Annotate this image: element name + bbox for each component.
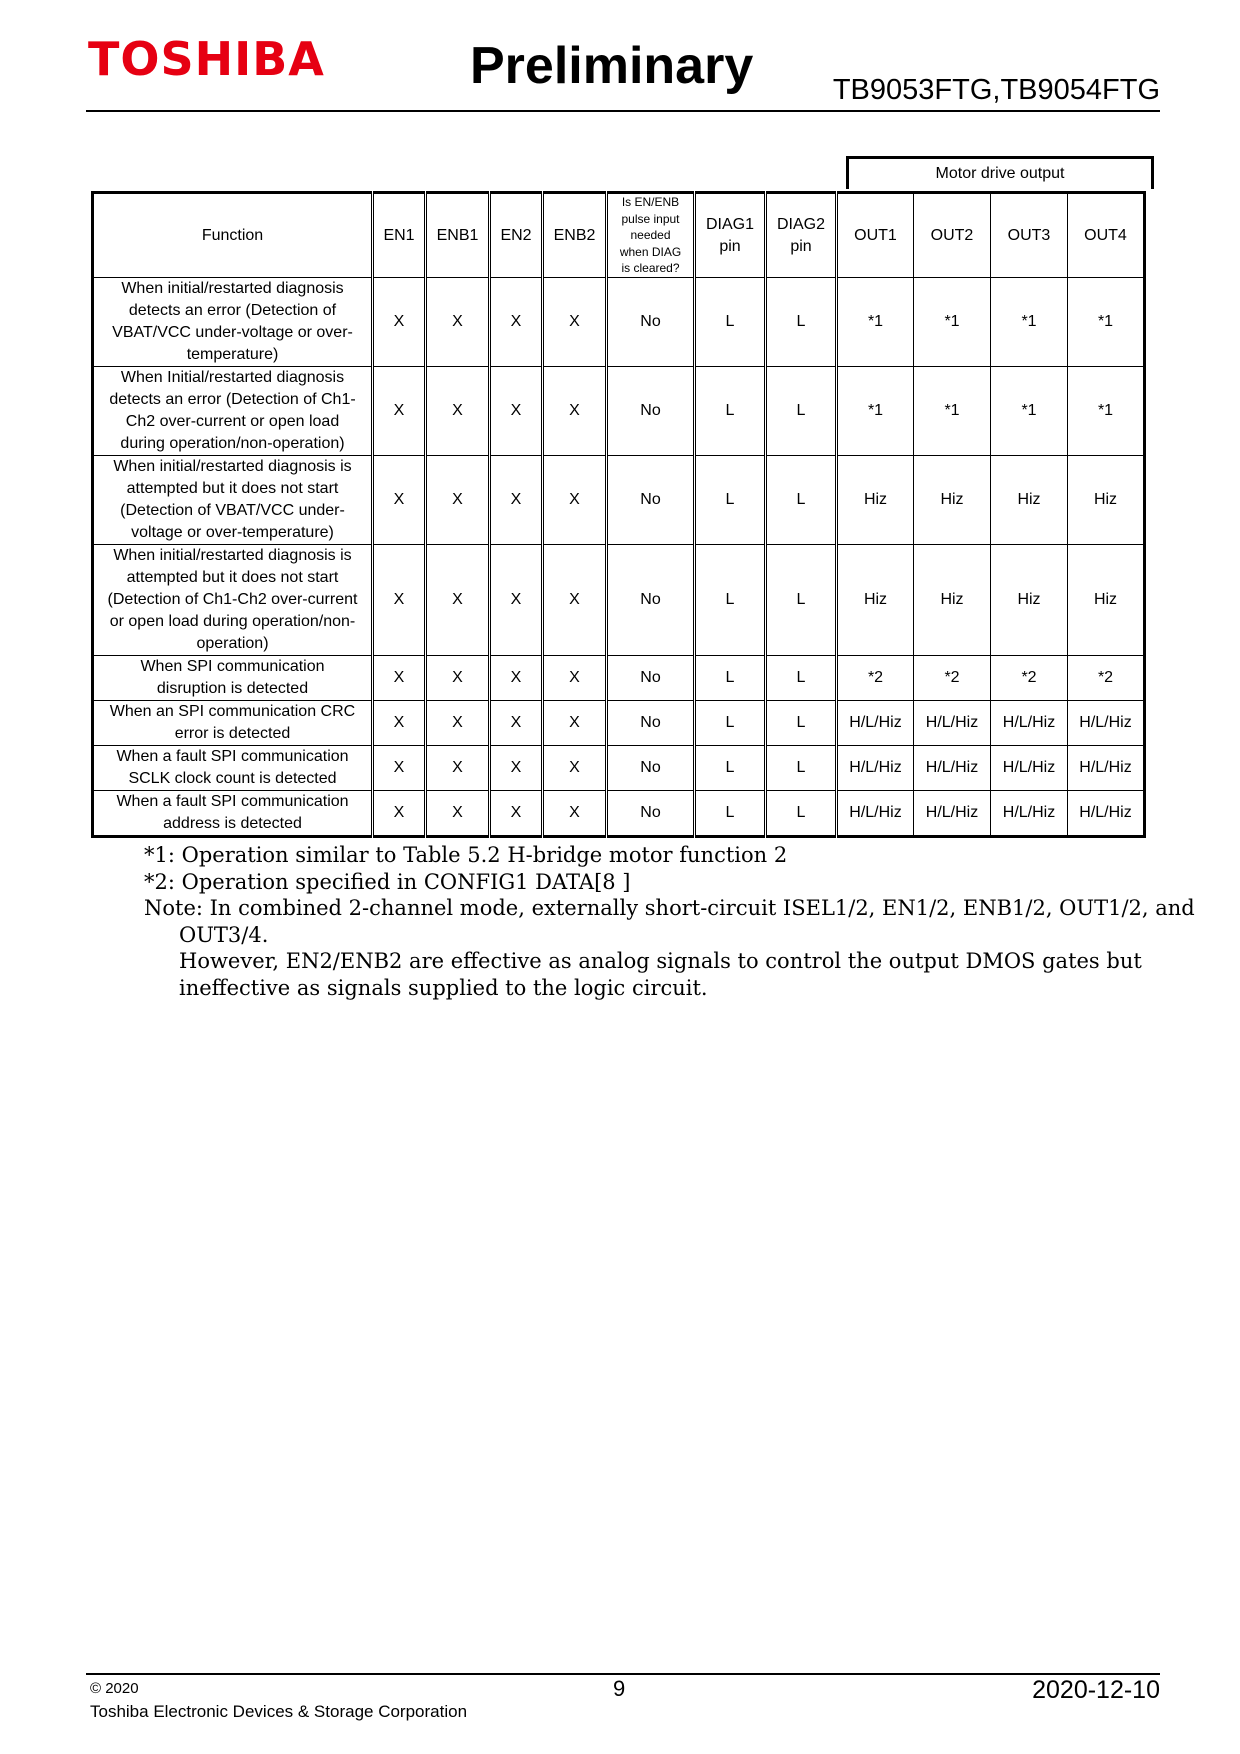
out1-cell: H/L/Hiz [837, 791, 914, 837]
function-line: When a fault SPI communication [116, 748, 349, 765]
diag1-header-line: DIAG1 [705, 215, 754, 233]
enb1-cell: X [426, 456, 490, 545]
function-cell [93, 701, 373, 746]
pulse-needed-cell: No [607, 746, 695, 791]
enb1-cell: X [426, 278, 490, 367]
out2-cell: *2 [914, 656, 991, 701]
table-row [93, 791, 1145, 837]
function-line: attempted but it does not start [126, 480, 339, 497]
out4-cell: H/L/Hiz [1068, 701, 1145, 746]
en1-cell: X [373, 791, 426, 837]
out2-cell: Hiz [914, 456, 991, 545]
diag1-cell: L [695, 656, 766, 701]
col-header-enb1: ENB1 [426, 193, 490, 278]
footer-divider [86, 1673, 1160, 1675]
out2-cell: *1 [914, 278, 991, 367]
function-line: or open load during operation/non- [109, 613, 356, 630]
enb2-cell: X [543, 545, 607, 656]
header-divider [86, 110, 1160, 112]
pulse-header-line: Is EN/ENB [621, 195, 680, 210]
col-header-en1: EN1 [373, 193, 426, 278]
table-row [93, 367, 1145, 456]
enb1-cell: X [426, 791, 490, 837]
function-line: detects an error (Detection of Ch1- [109, 391, 356, 408]
table-row [93, 746, 1145, 791]
enb1-cell: X [426, 701, 490, 746]
note-however: However, EN2/ENB2 are effective as analog signals to control the output DMOS gates but [179, 949, 1142, 973]
en2-cell: X [490, 791, 543, 837]
out3-cell: Hiz [991, 545, 1068, 656]
function-cell [93, 791, 373, 837]
out1-cell: *2 [837, 656, 914, 701]
function-line: VBAT/VCC under-voltage or over- [112, 324, 353, 341]
out3-cell: *1 [991, 367, 1068, 456]
diagnosis-function-table [91, 191, 1146, 838]
pulse-header-line: is cleared? [621, 261, 680, 276]
toshiba-logo: TOSHIBA [88, 32, 325, 86]
out4-cell: H/L/Hiz [1068, 791, 1145, 837]
document-date: 2020-12-10 [1032, 1676, 1160, 1704]
out1-cell: Hiz [837, 545, 914, 656]
en1-cell: X [373, 656, 426, 701]
out4-cell: *2 [1068, 656, 1145, 701]
function-cell [93, 545, 373, 656]
diag1-cell: L [695, 791, 766, 837]
diag2-cell: L [766, 656, 837, 701]
en1-cell: X [373, 545, 426, 656]
function-line: When initial/restarted diagnosis [121, 280, 344, 297]
function-line: detects an error (Detection of [128, 302, 337, 319]
out2-cell: *1 [914, 367, 991, 456]
table-row [93, 656, 1145, 701]
col-header-out4: OUT4 [1068, 193, 1145, 278]
col-header-enb2: ENB2 [543, 193, 607, 278]
function-cell [93, 278, 373, 367]
out2-cell: H/L/Hiz [914, 746, 991, 791]
out2-cell: H/L/Hiz [914, 791, 991, 837]
function-line: When SPI communication [140, 658, 325, 675]
note-2: *2: Operation specified in CONFIG1 DATA[8 ] [144, 869, 631, 894]
enb2-cell: X [543, 456, 607, 545]
diag2-cell: L [766, 367, 837, 456]
en2-cell: X [490, 367, 543, 456]
diag2-cell: L [766, 701, 837, 746]
col-header-pulse-needed [607, 193, 695, 278]
out2-cell: H/L/Hiz [914, 701, 991, 746]
page-number: 9 [613, 1676, 626, 1701]
pulse-needed-cell: No [607, 656, 695, 701]
function-line: Ch2 over-current or open load [125, 413, 340, 430]
function-line: during operation/non-operation) [120, 435, 345, 452]
table-row [93, 456, 1145, 545]
pulse-header-line: when DIAG [619, 244, 682, 259]
out4-cell: *1 [1068, 367, 1145, 456]
col-header-out2: OUT2 [914, 193, 991, 278]
table-row [93, 545, 1145, 656]
diag2-cell: L [766, 791, 837, 837]
diag1-cell: L [695, 456, 766, 545]
function-line: When initial/restarted diagnosis is [113, 547, 352, 564]
pulse-header-line: needed [630, 228, 671, 243]
col-header-out1: OUT1 [837, 193, 914, 278]
out3-cell: H/L/Hiz [991, 791, 1068, 837]
function-line: temperature) [186, 346, 279, 363]
col-header-diag1 [695, 193, 766, 278]
diag1-cell: L [695, 701, 766, 746]
enb2-cell: X [543, 278, 607, 367]
diag2-cell: L [766, 456, 837, 545]
out1-cell: H/L/Hiz [837, 701, 914, 746]
diag2-header-line: pin [790, 237, 812, 255]
function-cell [93, 367, 373, 456]
corporation-name: Toshiba Electronic Devices & Storage Corporation [90, 1702, 468, 1721]
function-line: address is detected [163, 815, 302, 832]
function-line: voltage or over-temperature) [131, 524, 334, 541]
out1-cell: *1 [837, 367, 914, 456]
en2-cell: X [490, 746, 543, 791]
out3-cell: *1 [991, 278, 1068, 367]
note-however-cont: ineffective as signals supplied to the logic circuit. [179, 975, 708, 1000]
out4-cell: Hiz [1068, 456, 1145, 545]
table-notes [144, 842, 1195, 1001]
col-header-diag2 [766, 193, 837, 278]
diag1-cell: L [695, 367, 766, 456]
pulse-header-line: pulse input [621, 211, 680, 226]
enb1-cell: X [426, 545, 490, 656]
diag1-cell: L [695, 278, 766, 367]
pulse-needed-cell: No [607, 278, 695, 367]
pulse-needed-cell: No [607, 791, 695, 837]
function-cell [93, 656, 373, 701]
function-line: When an SPI communication CRC [109, 703, 356, 720]
out4-cell: H/L/Hiz [1068, 746, 1145, 791]
out2-cell: Hiz [914, 545, 991, 656]
enb2-cell: X [543, 367, 607, 456]
function-line: (Detection of VBAT/VCC under- [120, 502, 345, 519]
function-cell [93, 746, 373, 791]
col-header-function: Function [93, 193, 373, 278]
pulse-needed-cell: No [607, 701, 695, 746]
en1-cell: X [373, 278, 426, 367]
en1-cell: X [373, 367, 426, 456]
enb1-cell: X [426, 656, 490, 701]
pulse-needed-cell: No [607, 545, 695, 656]
note-1: *1: Operation similar to Table 5.2 H-bridge motor function 2 [144, 843, 788, 867]
part-number: TB9053FTG,TB9054FTG [832, 74, 1160, 106]
table-row [93, 701, 1145, 746]
out1-cell: Hiz [837, 456, 914, 545]
diag2-cell: L [766, 746, 837, 791]
en2-cell: X [490, 278, 543, 367]
diag1-header-line: pin [719, 237, 741, 255]
function-line: operation) [196, 635, 269, 652]
function-line: (Detection of Ch1-Ch2 over-current [107, 591, 358, 608]
function-line: attempted but it does not start [126, 569, 339, 586]
out1-cell: *1 [837, 278, 914, 367]
out4-cell: *1 [1068, 278, 1145, 367]
diag2-cell: L [766, 278, 837, 367]
enb1-cell: X [426, 367, 490, 456]
enb2-cell: X [543, 746, 607, 791]
diag2-header-line: DIAG2 [776, 215, 825, 233]
function-line: When a fault SPI communication [116, 793, 349, 810]
function-line: error is detected [174, 725, 291, 742]
table-row [93, 278, 1145, 367]
function-cell [93, 456, 373, 545]
enb1-cell: X [426, 746, 490, 791]
function-line: SCLK clock count is detected [128, 770, 337, 787]
out3-cell: H/L/Hiz [991, 746, 1068, 791]
enb2-cell: X [543, 701, 607, 746]
diag2-cell: L [766, 545, 837, 656]
document-status-title: Preliminary [470, 37, 754, 95]
out3-cell: *2 [991, 656, 1068, 701]
note-combined-mode: Note: In combined 2-channel mode, externally short-circuit ISEL1/2, EN1/2, ENB1/2, OUT1/2, and [144, 896, 1195, 920]
diag1-cell: L [695, 746, 766, 791]
pulse-needed-cell: No [607, 456, 695, 545]
en2-cell: X [490, 545, 543, 656]
en2-cell: X [490, 701, 543, 746]
out4-cell: Hiz [1068, 545, 1145, 656]
pulse-needed-cell: No [607, 367, 695, 456]
out1-cell: H/L/Hiz [837, 746, 914, 791]
function-line: When initial/restarted diagnosis is [113, 458, 352, 475]
function-line: disruption is detected [156, 680, 309, 697]
col-header-out3: OUT3 [991, 193, 1068, 278]
copyright: © 2020 [90, 1680, 139, 1697]
col-header-en2: EN2 [490, 193, 543, 278]
function-line: When Initial/restarted diagnosis [120, 369, 345, 386]
table-header-row [93, 193, 1145, 278]
en1-cell: X [373, 456, 426, 545]
enb2-cell: X [543, 791, 607, 837]
en2-cell: X [490, 456, 543, 545]
diag1-cell: L [695, 545, 766, 656]
out3-cell: H/L/Hiz [991, 701, 1068, 746]
en1-cell: X [373, 701, 426, 746]
out3-cell: Hiz [991, 456, 1068, 545]
motor-drive-output-header: Motor drive output [846, 156, 1154, 189]
en2-cell: X [490, 656, 543, 701]
note-combined-mode-cont: OUT3/4. [179, 922, 269, 947]
enb2-cell: X [543, 656, 607, 701]
en1-cell: X [373, 746, 426, 791]
